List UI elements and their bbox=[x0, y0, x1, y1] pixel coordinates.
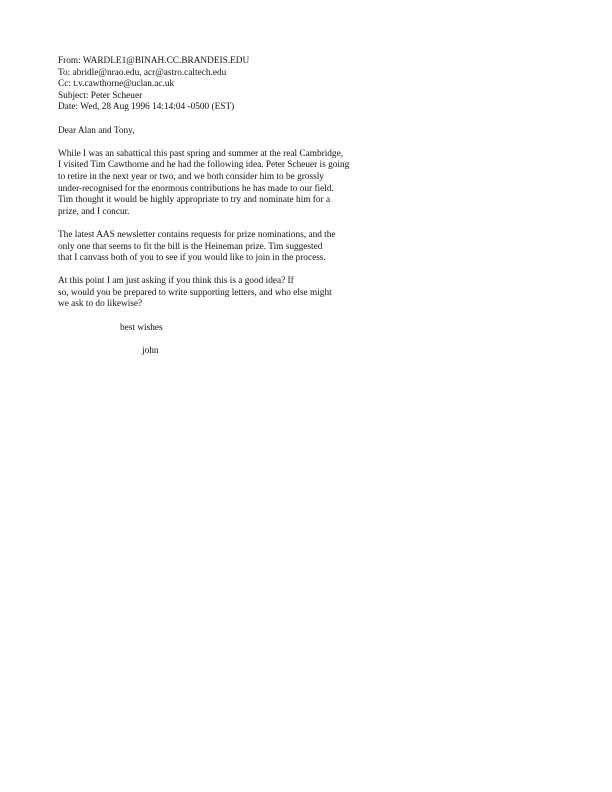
paragraph-line: At this point I am just asking if you think this is a good idea? If bbox=[58, 276, 294, 287]
paragraph-line: Tim thought it would be highly appropriate to try and nominate him for a bbox=[58, 195, 331, 206]
paragraph-1 bbox=[58, 149, 578, 219]
paragraph-line: prize, and I concur. bbox=[58, 206, 130, 217]
paragraph-line: I visited Tim Cawthorne and he had the following idea. Peter Scheuer is going bbox=[58, 160, 350, 171]
paragraph-line: under-recognised for the enormous contributions he has made to our field. bbox=[58, 183, 334, 194]
spacer bbox=[58, 311, 578, 323]
email-message bbox=[58, 56, 578, 357]
spacer bbox=[58, 114, 578, 126]
spacer bbox=[58, 334, 578, 346]
greeting: Dear Alan and Tony, bbox=[58, 125, 135, 136]
email-header bbox=[58, 56, 578, 114]
paragraph-line: While I was an sabattical this past spring and summer at the real Cambridge, bbox=[58, 148, 344, 159]
paragraph-line: we ask to do likewise? bbox=[58, 299, 143, 310]
spacer bbox=[58, 265, 578, 277]
spacer bbox=[58, 137, 578, 149]
paragraph-line: to retire in the next year or two, and we both consider him to be grossly bbox=[58, 171, 324, 182]
signature: john bbox=[142, 345, 159, 356]
paragraph-line: only one that seems to fit the bill is the Heineman prize. Tim suggested bbox=[58, 241, 323, 252]
to-line: To: abridle@nrao.edu, acr@astro.caltech.edu bbox=[58, 67, 227, 78]
paragraph-3 bbox=[58, 276, 578, 311]
closing: best wishes bbox=[120, 322, 163, 333]
paragraph-line: so, would you be prepared to write supporting letters, and who else might bbox=[58, 287, 332, 298]
from-line: From: WARDLE1@BINAH.CC.BRANDEIS.EDU bbox=[58, 56, 250, 66]
paragraph-line: The latest AAS newsletter contains requests for prize nominations, and the bbox=[58, 229, 336, 240]
paragraph-line: that I canvass both of you to see if you would like to join in the process. bbox=[58, 253, 326, 264]
spacer bbox=[58, 218, 578, 230]
paragraph-2 bbox=[58, 230, 578, 265]
date-line: Date: Wed, 28 Aug 1996 14:14:04 -0500 (EST) bbox=[58, 102, 235, 113]
cc-line: Cc: t.v.cawthorne@uclan.ac.uk bbox=[58, 79, 175, 90]
subject-line: Subject: Peter Scheuer bbox=[58, 90, 143, 101]
